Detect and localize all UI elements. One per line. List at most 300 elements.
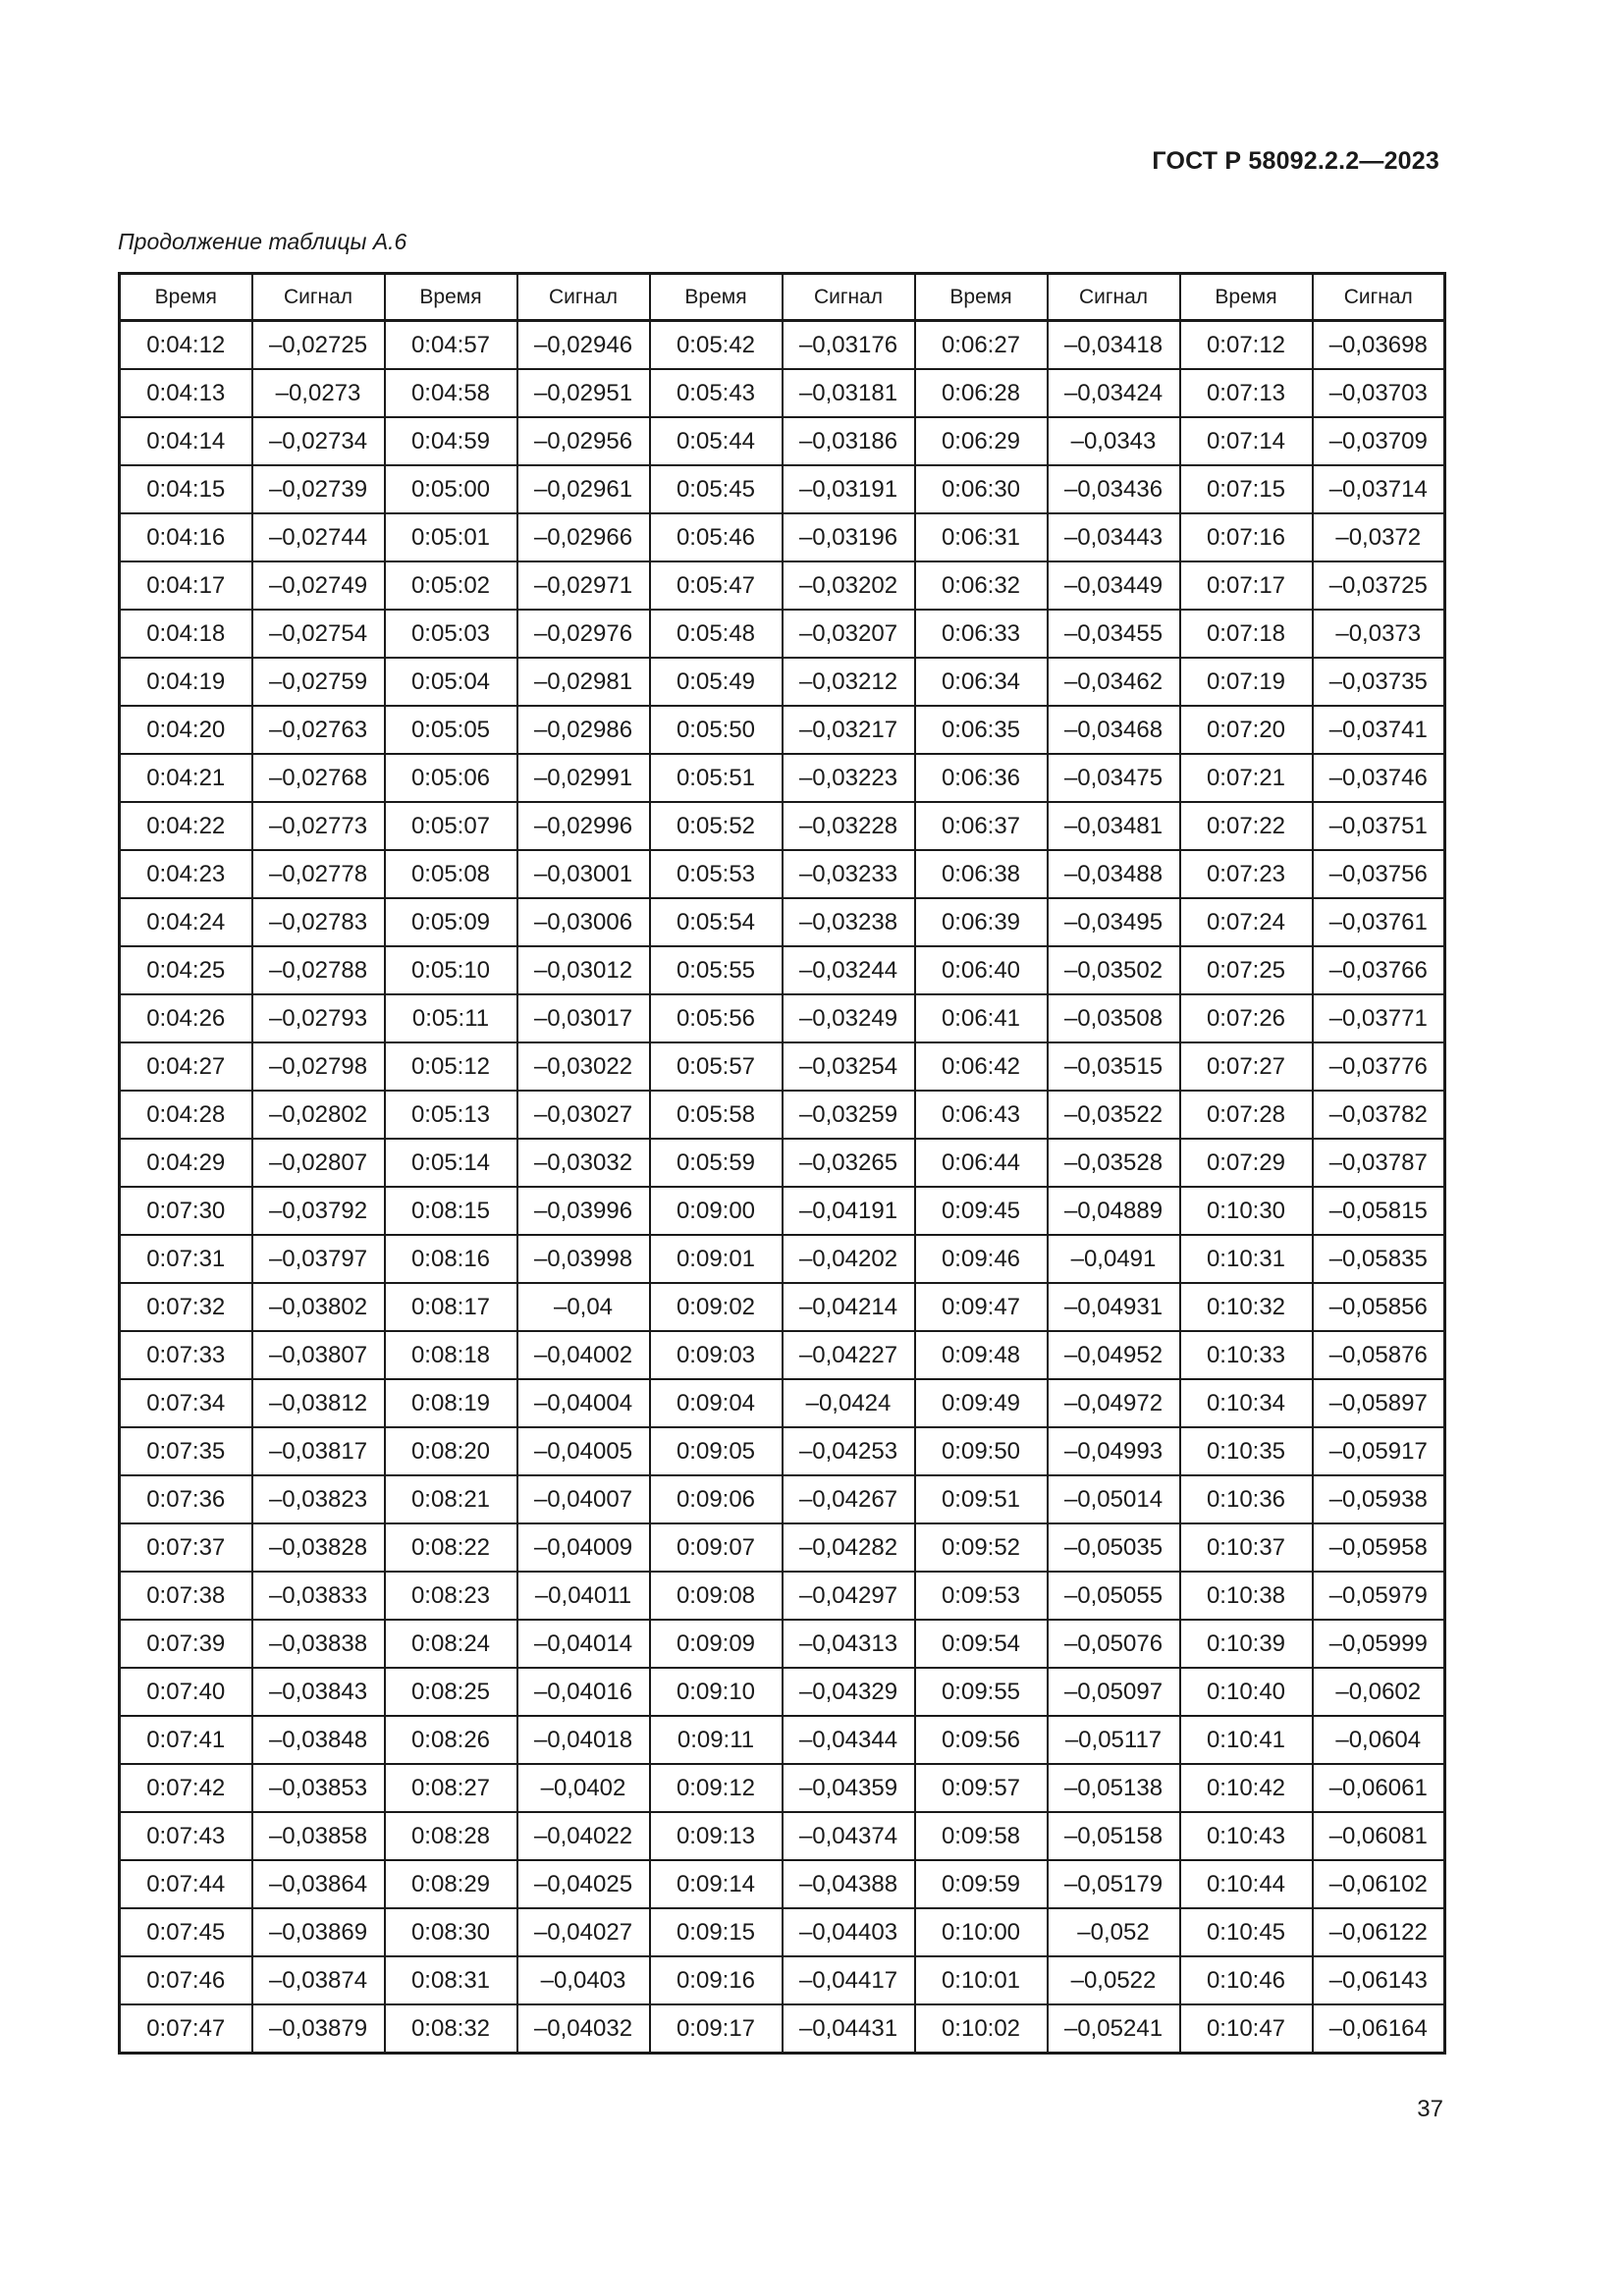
time-cell: 0:08:21 <box>385 1475 517 1523</box>
time-cell: 0:05:56 <box>650 994 783 1042</box>
time-cell: 0:05:08 <box>385 850 517 898</box>
signal-cell: –0,02759 <box>252 658 385 706</box>
column-header: Сигнал <box>783 274 915 321</box>
time-cell: 0:07:18 <box>1180 610 1313 658</box>
signal-cell: –0,03817 <box>252 1427 385 1475</box>
time-cell: 0:09:50 <box>915 1427 1048 1475</box>
signal-cell: –0,03802 <box>252 1283 385 1331</box>
signal-cell: –0,03202 <box>783 561 915 610</box>
time-cell: 0:07:40 <box>120 1668 252 1716</box>
table-header-row <box>120 274 1445 321</box>
signal-cell: –0,03751 <box>1313 802 1445 850</box>
time-cell: 0:10:30 <box>1180 1187 1313 1235</box>
signal-cell: –0,03508 <box>1048 994 1180 1042</box>
table-body <box>120 321 1445 2054</box>
time-cell: 0:04:20 <box>120 706 252 754</box>
time-cell: 0:09:53 <box>915 1572 1048 1620</box>
time-cell: 0:05:55 <box>650 946 783 994</box>
table-row <box>120 610 1445 658</box>
time-cell: 0:09:15 <box>650 1908 783 1956</box>
signal-cell: –0,04431 <box>783 2004 915 2054</box>
time-cell: 0:06:31 <box>915 513 1048 561</box>
signal-cell: –0,03823 <box>252 1475 385 1523</box>
time-cell: 0:07:46 <box>120 1956 252 2004</box>
table-row <box>120 1812 1445 1860</box>
table-row <box>120 946 1445 994</box>
time-cell: 0:05:48 <box>650 610 783 658</box>
time-cell: 0:05:59 <box>650 1139 783 1187</box>
time-cell: 0:06:35 <box>915 706 1048 754</box>
time-cell: 0:04:25 <box>120 946 252 994</box>
signal-cell: –0,05035 <box>1048 1523 1180 1572</box>
signal-cell: –0,03027 <box>517 1091 650 1139</box>
signal-cell: –0,03212 <box>783 658 915 706</box>
time-cell: 0:05:51 <box>650 754 783 802</box>
signal-cell: –0,03782 <box>1313 1091 1445 1139</box>
time-cell: 0:07:21 <box>1180 754 1313 802</box>
time-cell: 0:09:08 <box>650 1572 783 1620</box>
time-cell: 0:06:37 <box>915 802 1048 850</box>
time-cell: 0:09:13 <box>650 1812 783 1860</box>
signal-cell: –0,04009 <box>517 1523 650 1572</box>
time-cell: 0:07:35 <box>120 1427 252 1475</box>
table-row <box>120 994 1445 1042</box>
time-cell: 0:09:56 <box>915 1716 1048 1764</box>
table-row <box>120 561 1445 610</box>
time-cell: 0:04:27 <box>120 1042 252 1091</box>
time-cell: 0:10:41 <box>1180 1716 1313 1764</box>
signal-cell: –0,05815 <box>1313 1187 1445 1235</box>
signal-cell: –0,04253 <box>783 1427 915 1475</box>
table-row <box>120 1764 1445 1812</box>
signal-cell: –0,04005 <box>517 1427 650 1475</box>
time-cell: 0:05:57 <box>650 1042 783 1091</box>
table-row <box>120 1908 1445 1956</box>
signal-cell: –0,03233 <box>783 850 915 898</box>
signal-cell: –0,04004 <box>517 1379 650 1427</box>
time-cell: 0:04:24 <box>120 898 252 946</box>
signal-cell: –0,05835 <box>1313 1235 1445 1283</box>
time-cell: 0:10:45 <box>1180 1908 1313 1956</box>
signal-cell: –0,0403 <box>517 1956 650 2004</box>
time-cell: 0:05:05 <box>385 706 517 754</box>
table-row <box>120 850 1445 898</box>
signal-cell: –0,04018 <box>517 1716 650 1764</box>
signal-cell: –0,06061 <box>1313 1764 1445 1812</box>
time-cell: 0:05:00 <box>385 465 517 513</box>
time-cell: 0:09:48 <box>915 1331 1048 1379</box>
time-cell: 0:06:29 <box>915 417 1048 465</box>
signal-cell: –0,03265 <box>783 1139 915 1187</box>
signal-cell: –0,03797 <box>252 1235 385 1283</box>
time-cell: 0:09:00 <box>650 1187 783 1235</box>
signal-cell: –0,04011 <box>517 1572 650 1620</box>
signal-cell: –0,03186 <box>783 417 915 465</box>
time-cell: 0:09:46 <box>915 1235 1048 1283</box>
signal-cell: –0,03238 <box>783 898 915 946</box>
time-cell: 0:06:38 <box>915 850 1048 898</box>
signal-cell: –0,02793 <box>252 994 385 1042</box>
time-cell: 0:09:52 <box>915 1523 1048 1572</box>
column-header: Сигнал <box>252 274 385 321</box>
signal-cell: –0,03006 <box>517 898 650 946</box>
signal-cell: –0,03436 <box>1048 465 1180 513</box>
table-row <box>120 513 1445 561</box>
signal-cell: –0,04227 <box>783 1331 915 1379</box>
signal-cell: –0,0343 <box>1048 417 1180 465</box>
time-cell: 0:05:46 <box>650 513 783 561</box>
time-cell: 0:09:45 <box>915 1187 1048 1235</box>
table-row <box>120 802 1445 850</box>
signal-cell: –0,06081 <box>1313 1812 1445 1860</box>
time-cell: 0:05:49 <box>650 658 783 706</box>
time-cell: 0:07:23 <box>1180 850 1313 898</box>
time-cell: 0:08:26 <box>385 1716 517 1764</box>
time-cell: 0:06:39 <box>915 898 1048 946</box>
time-cell: 0:10:38 <box>1180 1572 1313 1620</box>
time-cell: 0:09:47 <box>915 1283 1048 1331</box>
time-cell: 0:07:45 <box>120 1908 252 1956</box>
time-cell: 0:10:44 <box>1180 1860 1313 1908</box>
time-cell: 0:06:40 <box>915 946 1048 994</box>
signal-cell: –0,02783 <box>252 898 385 946</box>
time-cell: 0:09:16 <box>650 1956 783 2004</box>
signal-cell: –0,02773 <box>252 802 385 850</box>
time-cell: 0:04:14 <box>120 417 252 465</box>
time-cell: 0:07:31 <box>120 1235 252 1283</box>
time-cell: 0:09:03 <box>650 1331 783 1379</box>
signal-cell: –0,02971 <box>517 561 650 610</box>
time-cell: 0:05:07 <box>385 802 517 850</box>
signal-cell: –0,03228 <box>783 802 915 850</box>
time-cell: 0:10:01 <box>915 1956 1048 2004</box>
time-cell: 0:05:03 <box>385 610 517 658</box>
table-row <box>120 1475 1445 1523</box>
time-cell: 0:09:09 <box>650 1620 783 1668</box>
signal-cell: –0,03012 <box>517 946 650 994</box>
signal-cell: –0,03761 <box>1313 898 1445 946</box>
table-row <box>120 1235 1445 1283</box>
time-cell: 0:04:17 <box>120 561 252 610</box>
time-cell: 0:08:25 <box>385 1668 517 1716</box>
signal-cell: –0,03792 <box>252 1187 385 1235</box>
time-cell: 0:10:34 <box>1180 1379 1313 1427</box>
time-cell: 0:09:14 <box>650 1860 783 1908</box>
time-cell: 0:06:43 <box>915 1091 1048 1139</box>
signal-cell: –0,04202 <box>783 1235 915 1283</box>
table-row <box>120 1620 1445 1668</box>
signal-cell: –0,02788 <box>252 946 385 994</box>
time-cell: 0:10:00 <box>915 1908 1048 1956</box>
column-header: Время <box>915 274 1048 321</box>
time-cell: 0:04:26 <box>120 994 252 1042</box>
time-cell: 0:05:12 <box>385 1042 517 1091</box>
signal-cell: –0,03032 <box>517 1139 650 1187</box>
signal-cell: –0,04359 <box>783 1764 915 1812</box>
signal-cell: –0,02946 <box>517 321 650 370</box>
signal-cell: –0,03756 <box>1313 850 1445 898</box>
table-row <box>120 706 1445 754</box>
signal-cell: –0,03807 <box>252 1331 385 1379</box>
table-row <box>120 1523 1445 1572</box>
column-header: Время <box>385 274 517 321</box>
column-header: Сигнал <box>517 274 650 321</box>
signal-cell: –0,02768 <box>252 754 385 802</box>
signal-cell: –0,04931 <box>1048 1283 1180 1331</box>
time-cell: 0:09:11 <box>650 1716 783 1764</box>
time-cell: 0:06:42 <box>915 1042 1048 1091</box>
time-cell: 0:07:25 <box>1180 946 1313 994</box>
time-cell: 0:10:02 <box>915 2004 1048 2054</box>
signal-cell: –0,05117 <box>1048 1716 1180 1764</box>
signal-cell: –0,052 <box>1048 1908 1180 1956</box>
signal-cell: –0,03217 <box>783 706 915 754</box>
column-header: Время <box>650 274 783 321</box>
time-cell: 0:07:30 <box>120 1187 252 1235</box>
signal-cell: –0,03468 <box>1048 706 1180 754</box>
signal-cell: –0,05999 <box>1313 1620 1445 1668</box>
time-cell: 0:04:19 <box>120 658 252 706</box>
time-cell: 0:07:19 <box>1180 658 1313 706</box>
signal-cell: –0,03741 <box>1313 706 1445 754</box>
signal-cell: –0,03475 <box>1048 754 1180 802</box>
signal-cell: –0,05958 <box>1313 1523 1445 1572</box>
time-cell: 0:09:05 <box>650 1427 783 1475</box>
time-cell: 0:04:57 <box>385 321 517 370</box>
signal-cell: –0,03853 <box>252 1764 385 1812</box>
time-cell: 0:09:57 <box>915 1764 1048 1812</box>
signal-cell: –0,03449 <box>1048 561 1180 610</box>
time-cell: 0:05:02 <box>385 561 517 610</box>
signal-cell: –0,02981 <box>517 658 650 706</box>
table-row <box>120 1956 1445 2004</box>
signal-cell: –0,03223 <box>783 754 915 802</box>
signal-cell: –0,03812 <box>252 1379 385 1427</box>
time-cell: 0:07:17 <box>1180 561 1313 610</box>
signal-cell: –0,03502 <box>1048 946 1180 994</box>
signal-cell: –0,02807 <box>252 1139 385 1187</box>
signal-cell: –0,04 <box>517 1283 650 1331</box>
time-cell: 0:07:12 <box>1180 321 1313 370</box>
time-cell: 0:06:34 <box>915 658 1048 706</box>
time-cell: 0:10:35 <box>1180 1427 1313 1475</box>
table-row <box>120 1042 1445 1091</box>
table-row <box>120 465 1445 513</box>
column-header: Сигнал <box>1048 274 1180 321</box>
signal-cell: –0,03455 <box>1048 610 1180 658</box>
time-cell: 0:07:39 <box>120 1620 252 1668</box>
signal-cell: –0,04403 <box>783 1908 915 1956</box>
time-cell: 0:04:29 <box>120 1139 252 1187</box>
signal-cell: –0,04022 <box>517 1812 650 1860</box>
time-cell: 0:07:29 <box>1180 1139 1313 1187</box>
signal-cell: –0,02966 <box>517 513 650 561</box>
table-row <box>120 1668 1445 1716</box>
signal-cell: –0,03843 <box>252 1668 385 1716</box>
time-cell: 0:07:16 <box>1180 513 1313 561</box>
signal-cell: –0,03017 <box>517 994 650 1042</box>
signal-cell: –0,05097 <box>1048 1668 1180 1716</box>
time-cell: 0:09:54 <box>915 1620 1048 1668</box>
time-cell: 0:10:37 <box>1180 1523 1313 1572</box>
time-cell: 0:06:41 <box>915 994 1048 1042</box>
time-cell: 0:10:33 <box>1180 1331 1313 1379</box>
time-cell: 0:04:28 <box>120 1091 252 1139</box>
time-cell: 0:09:55 <box>915 1668 1048 1716</box>
signal-cell: –0,05158 <box>1048 1812 1180 1860</box>
time-cell: 0:09:17 <box>650 2004 783 2054</box>
signal-cell: –0,0402 <box>517 1764 650 1812</box>
table-row <box>120 1427 1445 1475</box>
time-cell: 0:07:34 <box>120 1379 252 1427</box>
time-cell: 0:07:26 <box>1180 994 1313 1042</box>
signal-cell: –0,03725 <box>1313 561 1445 610</box>
signal-cell: –0,03528 <box>1048 1139 1180 1187</box>
signal-cell: –0,04344 <box>783 1716 915 1764</box>
table-row <box>120 1187 1445 1235</box>
signal-cell: –0,0424 <box>783 1379 915 1427</box>
table-row <box>120 369 1445 417</box>
signal-cell: –0,02956 <box>517 417 650 465</box>
signal-cell: –0,03709 <box>1313 417 1445 465</box>
signal-cell: –0,05179 <box>1048 1860 1180 1908</box>
time-cell: 0:07:33 <box>120 1331 252 1379</box>
column-header: Время <box>120 274 252 321</box>
time-cell: 0:05:42 <box>650 321 783 370</box>
table-caption: Продолжение таблицы А.6 <box>118 229 407 254</box>
time-cell: 0:07:47 <box>120 2004 252 2054</box>
signal-cell: –0,02725 <box>252 321 385 370</box>
time-cell: 0:08:22 <box>385 1523 517 1572</box>
time-cell: 0:08:15 <box>385 1187 517 1235</box>
signal-cell: –0,03249 <box>783 994 915 1042</box>
time-cell: 0:08:18 <box>385 1331 517 1379</box>
time-cell: 0:09:04 <box>650 1379 783 1427</box>
signal-cell: –0,02734 <box>252 417 385 465</box>
time-cell: 0:06:36 <box>915 754 1048 802</box>
column-header: Время <box>1180 274 1313 321</box>
signal-cell: –0,03714 <box>1313 465 1445 513</box>
signal-cell: –0,03879 <box>252 2004 385 2054</box>
signal-cell: –0,03735 <box>1313 658 1445 706</box>
time-cell: 0:07:32 <box>120 1283 252 1331</box>
signal-cell: –0,03022 <box>517 1042 650 1091</box>
time-cell: 0:08:31 <box>385 1956 517 2004</box>
signal-cell: –0,05897 <box>1313 1379 1445 1427</box>
signal-cell: –0,04952 <box>1048 1331 1180 1379</box>
signal-cell: –0,0273 <box>252 369 385 417</box>
signal-cell: –0,03776 <box>1313 1042 1445 1091</box>
signal-cell: –0,03848 <box>252 1716 385 1764</box>
signal-cell: –0,04374 <box>783 1812 915 1860</box>
signal-cell: –0,03191 <box>783 465 915 513</box>
signal-cell: –0,04313 <box>783 1620 915 1668</box>
signal-cell: –0,0491 <box>1048 1235 1180 1283</box>
time-cell: 0:09:12 <box>650 1764 783 1812</box>
signal-cell: –0,03838 <box>252 1620 385 1668</box>
page-number: 37 <box>1417 2096 1443 2122</box>
time-cell: 0:08:29 <box>385 1860 517 1908</box>
signal-cell: –0,03787 <box>1313 1139 1445 1187</box>
time-cell: 0:10:46 <box>1180 1956 1313 2004</box>
signal-cell: –0,05014 <box>1048 1475 1180 1523</box>
table-row <box>120 321 1445 370</box>
time-cell: 0:09:06 <box>650 1475 783 1523</box>
signal-cell: –0,02991 <box>517 754 650 802</box>
time-cell: 0:07:41 <box>120 1716 252 1764</box>
table-row <box>120 1379 1445 1427</box>
signal-cell: –0,02976 <box>517 610 650 658</box>
signal-cell: –0,0604 <box>1313 1716 1445 1764</box>
time-cell: 0:05:44 <box>650 417 783 465</box>
time-cell: 0:10:47 <box>1180 2004 1313 2054</box>
time-cell: 0:06:27 <box>915 321 1048 370</box>
signal-cell: –0,02798 <box>252 1042 385 1091</box>
time-cell: 0:10:42 <box>1180 1764 1313 1812</box>
time-cell: 0:04:12 <box>120 321 252 370</box>
signal-cell: –0,04027 <box>517 1908 650 1956</box>
table-row <box>120 898 1445 946</box>
signal-cell: –0,03418 <box>1048 321 1180 370</box>
time-cell: 0:04:23 <box>120 850 252 898</box>
signal-cell: –0,02996 <box>517 802 650 850</box>
signal-cell: –0,03864 <box>252 1860 385 1908</box>
time-cell: 0:06:44 <box>915 1139 1048 1187</box>
time-cell: 0:05:10 <box>385 946 517 994</box>
column-header: Сигнал <box>1313 274 1445 321</box>
time-cell: 0:05:54 <box>650 898 783 946</box>
time-cell: 0:05:53 <box>650 850 783 898</box>
time-cell: 0:08:20 <box>385 1427 517 1475</box>
signal-cell: –0,04032 <box>517 2004 650 2054</box>
time-cell: 0:07:38 <box>120 1572 252 1620</box>
time-cell: 0:07:37 <box>120 1523 252 1572</box>
signal-cell: –0,03746 <box>1313 754 1445 802</box>
time-cell: 0:04:22 <box>120 802 252 850</box>
time-cell: 0:07:24 <box>1180 898 1313 946</box>
signal-cell: –0,02778 <box>252 850 385 898</box>
signal-cell: –0,05856 <box>1313 1283 1445 1331</box>
time-cell: 0:05:47 <box>650 561 783 610</box>
table-row <box>120 2004 1445 2054</box>
signal-cell: –0,03176 <box>783 321 915 370</box>
table-row <box>120 658 1445 706</box>
time-cell: 0:10:40 <box>1180 1668 1313 1716</box>
signal-cell: –0,0522 <box>1048 1956 1180 2004</box>
signal-cell: –0,03196 <box>783 513 915 561</box>
time-cell: 0:09:49 <box>915 1379 1048 1427</box>
table-row <box>120 1572 1445 1620</box>
signal-cell: –0,04329 <box>783 1668 915 1716</box>
time-cell: 0:06:28 <box>915 369 1048 417</box>
time-cell: 0:10:39 <box>1180 1620 1313 1668</box>
signal-cell: –0,04282 <box>783 1523 915 1572</box>
signal-cell: –0,03766 <box>1313 946 1445 994</box>
signal-cell: –0,03869 <box>252 1908 385 1956</box>
signal-cell: –0,05076 <box>1048 1620 1180 1668</box>
standard-code: ГОСТ Р 58092.2.2—2023 <box>1152 147 1439 175</box>
time-cell: 0:08:17 <box>385 1283 517 1331</box>
signal-cell: –0,02749 <box>252 561 385 610</box>
time-cell: 0:08:16 <box>385 1235 517 1283</box>
signal-cell: –0,02754 <box>252 610 385 658</box>
signal-cell: –0,03462 <box>1048 658 1180 706</box>
signal-cell: –0,03495 <box>1048 898 1180 946</box>
table-row <box>120 1139 1445 1187</box>
time-cell: 0:07:36 <box>120 1475 252 1523</box>
time-cell: 0:05:45 <box>650 465 783 513</box>
table-row <box>120 754 1445 802</box>
